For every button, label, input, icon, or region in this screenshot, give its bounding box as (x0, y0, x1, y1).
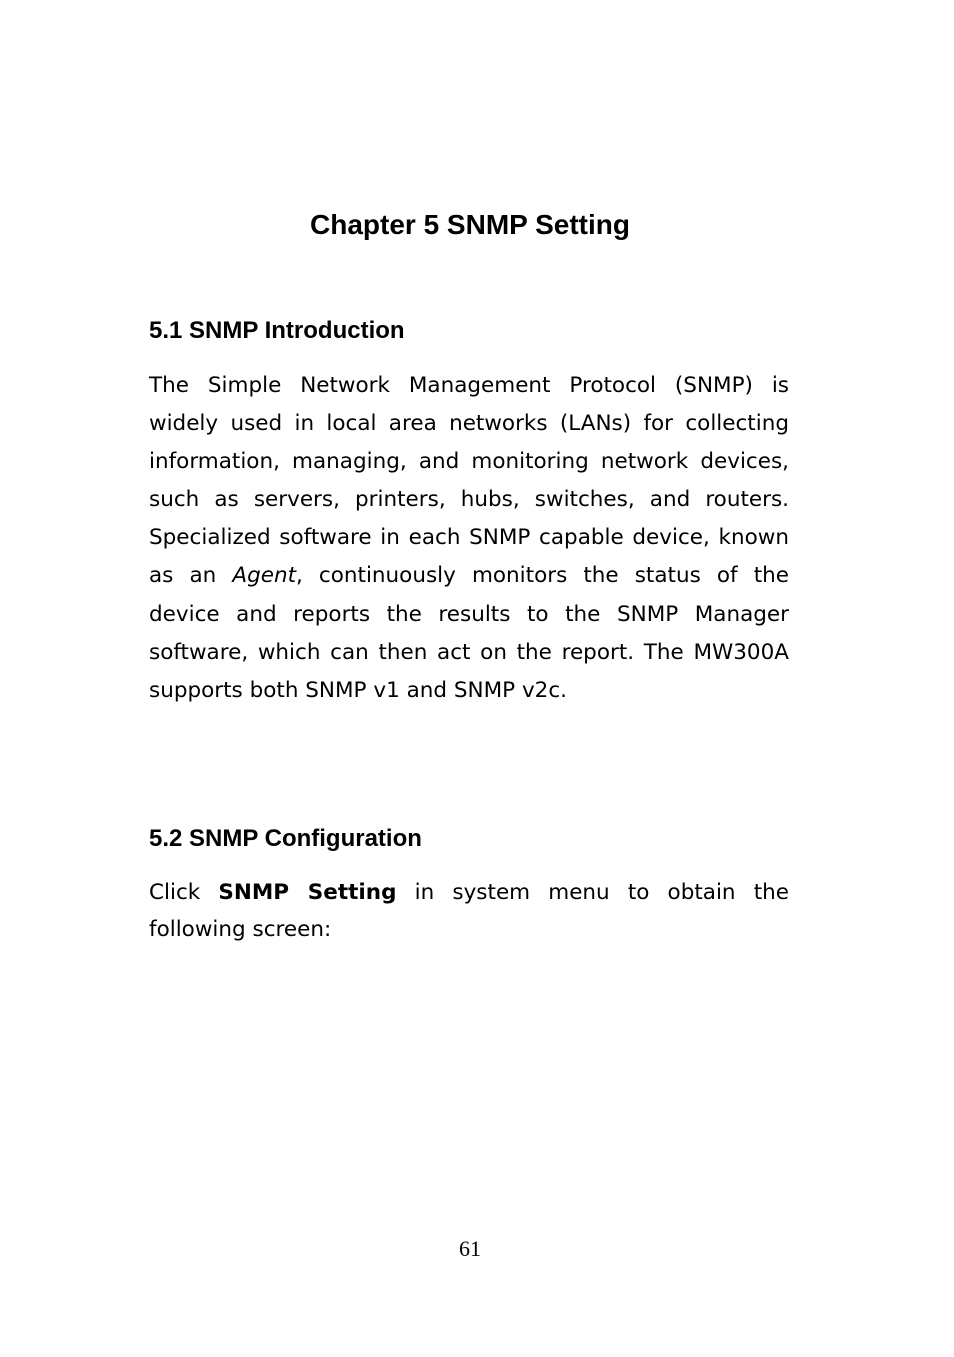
page-number: 61 (459, 1236, 481, 1261)
agent-term: Agent (232, 563, 296, 589)
chapter-title: Chapter 5 SNMP Setting (310, 209, 630, 240)
snmp-introduction-paragraph (149, 367, 789, 710)
snmp-configuration-paragraph (149, 875, 789, 948)
intro-text-part-2: , continuously monitors the status of the device and reports the results to the SNMP Manager software, which can then act on the report. The MW300A supports both SNMP v1 and SNMP v2c. (149, 563, 789, 703)
section-heading-snmp-introduction: 5.1 SNMP Introduction (149, 317, 405, 344)
config-text-part-1: Click (149, 880, 219, 905)
config-text-part-2: in system menu to obtain the following screen: (149, 880, 789, 942)
snmp-setting-menu-term: SNMP Setting (218, 880, 397, 905)
intro-text-part-1: The Simple Network Management Protocol (SNMP) is widely used in local area networks (LANs) for collecting information, managing, and monitoring network devices, such as servers, printers, hubs, switches, and routers. Specialized software in each SNMP capable device, known as an (149, 373, 789, 589)
section-heading-snmp-configuration: 5.2 SNMP Configuration (149, 825, 422, 852)
